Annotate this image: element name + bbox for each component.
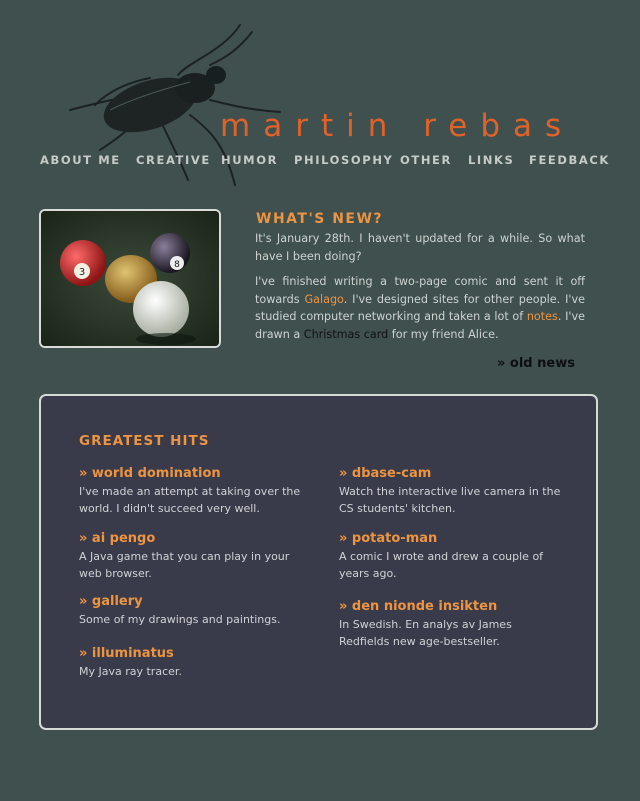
christmas-card-link[interactable]: Christmas card	[303, 327, 389, 341]
gallery-link[interactable]: » gallery	[79, 594, 143, 609]
hit-description: Some of my drawings and paintings.	[79, 613, 281, 626]
nav-other[interactable]: OTHER	[400, 153, 452, 167]
news-text: . I've designed sites for other people. I've studied computer networking and taken a lot of	[255, 292, 585, 323]
world-domination-link[interactable]: » world domination	[79, 466, 221, 481]
hit-item	[339, 466, 561, 517]
nav-humor[interactable]: HUMOR	[221, 153, 279, 167]
whats-new-heading: WHAT'S NEW?	[256, 211, 384, 227]
hit-item	[79, 594, 301, 628]
hit-description: My Java ray tracer.	[79, 665, 182, 678]
nav-about-me[interactable]: ABOUT ME	[40, 153, 121, 167]
nav-feedback[interactable]: FEEDBACK	[529, 153, 610, 167]
hit-item	[339, 599, 561, 650]
hit-item	[79, 646, 301, 680]
hit-item	[79, 466, 301, 517]
greatest-hits-heading: GREATEST HITS	[79, 433, 210, 449]
hit-item	[79, 531, 301, 582]
galago-link[interactable]: Galago	[304, 292, 344, 306]
svg-text:8: 8	[174, 260, 180, 270]
hit-item	[339, 531, 561, 582]
dbase-cam-link[interactable]: » dbase-cam	[339, 466, 432, 481]
site-logo[interactable]: martin rebas	[220, 108, 575, 144]
greatest-hits-panel	[39, 394, 598, 730]
hit-description: A comic I wrote and drew a couple of years ago.	[339, 550, 544, 580]
news-text: . I've drawn a	[255, 310, 585, 341]
nav-links[interactable]: LINKS	[468, 153, 515, 167]
nav-philosophy[interactable]: PHILOSOPHY	[294, 153, 394, 167]
news-text: I've finished writing a two-page comic and sent it off towards	[255, 275, 585, 306]
notes-link[interactable]: notes	[526, 310, 558, 323]
hit-description: In Swedish. En analys av James Redfields new age-bestseller.	[339, 618, 512, 648]
news-text: for my friend Alice.	[388, 327, 499, 341]
news-body	[255, 273, 585, 343]
news-intro: It's January 28th. I haven't updated for a while. So what have I been doing?	[255, 232, 585, 263]
old-news-link[interactable]: » old news	[497, 356, 575, 371]
billiard-balls-photo	[39, 209, 221, 348]
den-nionde-insikten-link[interactable]: » den nionde insikten	[339, 599, 498, 614]
main-nav	[0, 153, 640, 171]
potato-man-link[interactable]: » potato-man	[339, 531, 438, 546]
svg-text:3: 3	[78, 267, 86, 278]
hit-description: Watch the interactive live camera in the CS students' kitchen.	[339, 485, 561, 515]
illuminatus-link[interactable]: » illuminatus	[79, 646, 174, 661]
ai-pengo-link[interactable]: » ai pengo	[79, 531, 156, 546]
hit-description: A Java game that you can play in your web browser.	[79, 550, 290, 580]
nav-creative[interactable]: CREATIVE	[136, 153, 211, 167]
hit-description: I've made an attempt at taking over the world. I didn't succeed very well.	[79, 485, 301, 515]
